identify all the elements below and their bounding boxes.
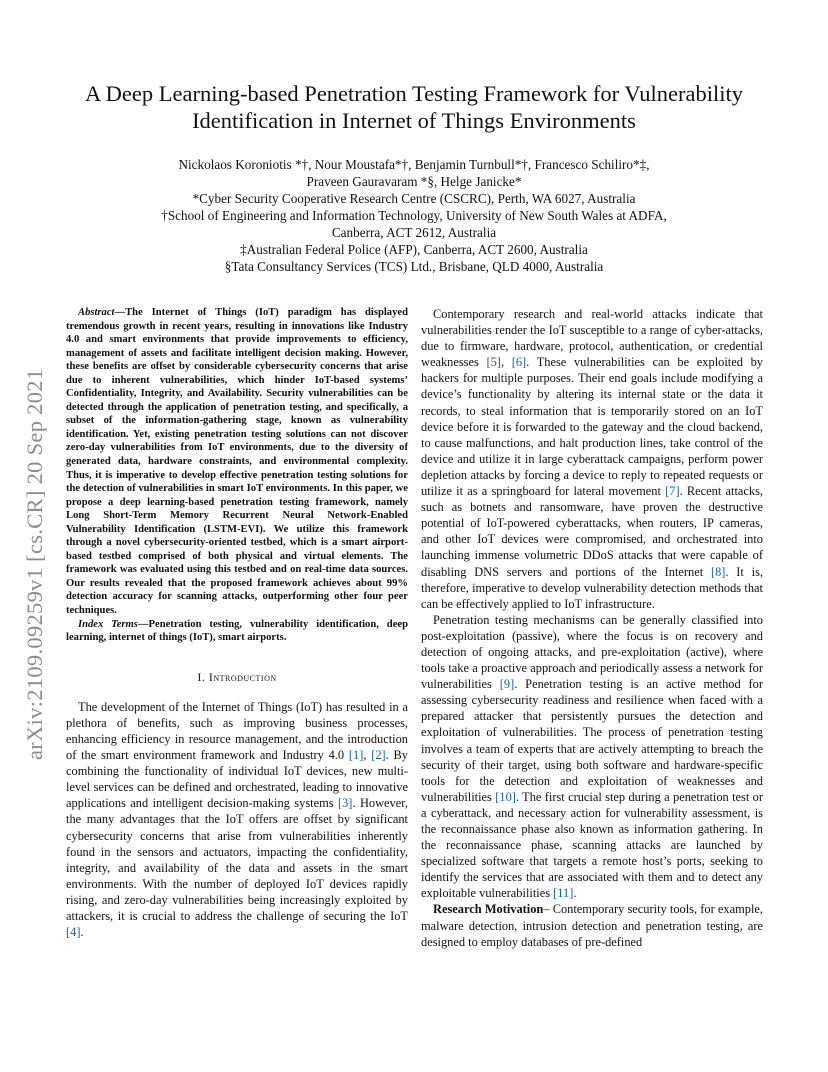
text-run: ,	[363, 748, 372, 763]
abstract-label: Abstract	[78, 307, 115, 318]
text-run: . However, the many advantages that the IoT offers are offset by significant cybersecurity concerns that arise from vulnerabilities inherently found in the sensors and actuators, impacting the confidentiality, integrity, and availability of the data and assets in the smart environments. With the number of deployed IoT devices rapidly rising, and zero-day vulnerabilities being increasingly exploited by attackers, it is crucial to address the challenge of securing the IoT	[66, 796, 408, 923]
body-paragraph	[421, 901, 763, 949]
author-line: Praveen Gauravaram *§, Helge Janicke*	[306, 174, 522, 189]
text-run: – Contemporary security tools, for example, malware detection, intrusion detection and penetration testing, are designed to employ databases of pre-defined	[421, 902, 763, 949]
author-line: Nickolaos Koroniotis *†, Nour Moustafa*†, Benjamin Turnbull*†, Francesco Schiliro*‡,	[178, 157, 650, 172]
affiliation-line: ‡Australian Federal Police (AFP), Canberra, ACT 2600, Australia	[240, 242, 588, 257]
author-block	[60, 156, 768, 275]
affiliation-line: Canberra, ACT 2612, Australia	[331, 225, 497, 240]
citation-link[interactable]: [10]	[495, 789, 516, 804]
right-column	[421, 306, 763, 950]
text-run: ,	[500, 355, 512, 370]
citation-link[interactable]: [2]	[371, 748, 386, 763]
section-heading-introduction: I. Introduction	[197, 669, 277, 684]
abstract	[66, 306, 408, 618]
text-run: . These vulnerabilities can be exploited by hackers for multiple purposes. Their end goals include modifying a device’s functionality by altering its internal state or the data it records, to steal information that is temporarily stored on an IoT device before it is forwarded to the gateway and the cloud backend, to cause malfunctions, and halt production lines, take control of the device and utilize it in large cyberattack campaigns, perform power depletion attacks by forcing a device to reply to repeated requests or utilize it as a springboard for lateral movement	[421, 355, 763, 499]
text-run: . Penetration testing is an active method for assessing cybersecurity readiness and resilience when faced with a prepared attacker that persistently pursues the detection and exploitation of vulnerabilities. The process of penetration testing involves a team of experts that are actively attempting to breach the security of their target, using both software and hardware-specific tools for the detection and exploitation of weaknesses and vulnerabilities	[421, 677, 764, 804]
text-run: . The first crucial step during a penetration test or a cyberattack, and necessary action for vulnerability assessment, is the reconnaissance phase also known as information gathering. In the reconnaissance phase, scanning attacks are launched by specialized software that targets a remote host’s ports, seeking to identify the services that are associated with them and to detect any exploitable vulnerabilities	[421, 789, 763, 901]
text-run: Contemporary research and real-world attacks indicate that vulnerabilities render the IoT susceptible to a range of cyber-attacks, due to firmware, hardware, protocol, authentication, or credential weaknesses	[421, 307, 763, 370]
citation-link[interactable]: [6]	[511, 355, 527, 370]
left-column	[66, 306, 408, 940]
citation-link[interactable]: [3]	[337, 796, 353, 811]
text-run: Penetration testing mechanisms can be generally classified into post-exploitation (passive), where the focus is on recovery and detection of ongoing attacks, and pre-exploitation (active), where tools take a proactive approach and periodically assess a network for vulnerabilities	[421, 612, 763, 692]
research-motivation-label: Research Motivation	[433, 902, 544, 917]
citation-link[interactable]: [9]	[499, 677, 515, 692]
citation-link[interactable]: [1]	[348, 748, 364, 763]
text-run: The development of the Internet of Things (IoT) has resulted in a plethora of benefits, such as improving business processes, enhancing efficiency in resource management, and the introduction of the smart environment framework and Industry 4.0	[66, 699, 408, 763]
citation-link[interactable]: [7]	[665, 484, 680, 499]
body-paragraph	[421, 612, 763, 902]
citation-link[interactable]: [4]	[66, 925, 81, 940]
text-run: . It is, therefore, imperative to develop vulnerability detection methods that can be effectively applied to IoT infrastructure.	[421, 564, 763, 611]
affiliation-line: §Tata Consultancy Services (TCS) Ltd., Brisbane, QLD 4000, Australia	[224, 259, 604, 274]
index-terms-text: —Penetration testing, vulnerability identification, deep learning, internet of things (IoT), smart airports.	[66, 618, 408, 644]
citation-link[interactable]: [5]	[486, 355, 501, 370]
citation-link[interactable]: [8]	[710, 564, 726, 579]
affiliation-line: †School of Engineering and Information Technology, University of New South Wales at ADFA,	[161, 208, 667, 223]
text-run: .	[80, 925, 84, 940]
citation-link[interactable]: [11]	[553, 886, 574, 901]
text-run: . Recent attacks, such as botnets and ransomware, have proven the destructive potential of IoT-powered cyberattacks, when routers, IP cameras, and other IoT devices were compromised, and orchestrated into launching immense volumetric DDoS attacks that were capable of disabling DNS servers and portions of the Internet	[421, 484, 764, 579]
abstract-text: —The Internet of Things (IoT) paradigm has displayed tremendous growth in recent years, resulting in innovations like Industry 4.0 and smart environments that provide improvements to efficiency, management of assets and facilitate intelligent decision making. However, these benefits are offset by considerable cybersecurity concerns that arise due to inherent vulnerabilities, which hinder IoT-based systems’ Confidentiality, Integrity, and Availability. Security vulnerabilities can be detected through the application of penetration testing, and specifically, a subset of the information-gathering stage, known as vulnerability identification. Yet, existing penetration testing solutions can not discover zero-day vulnerabilities from IoT environments, due to the diversity of generated data, hardware constraints, and environmental complexity. Thus, it is imperative to develop effective penetration testing solutions for the detection of vulnerabilities in smart IoT environments. In this paper, we propose a deep learning-based penetration testing framework, namely Long Short-Term Memory Recurrent Neural Network-Enabled Vulnerability Identification (LSTM-EVI). We utilize this framework through a novel cybersecurity-oriented testbed, which is a smart airport-based testbed comprised of both physical and virtual elements. The framework was evaluated using this testbed and on real-time data sources. Our results revealed that the proposed framework achieves about 99% detection accuracy for scanning attacks, outperforming other four peer techniques.	[66, 307, 408, 617]
text-run: .	[573, 886, 577, 901]
paper-title: A Deep Learning-based Penetration Testing Framework for Vulnerability Identification in Internet of Things Environments	[85, 81, 743, 133]
arxiv-identifier: arXiv:2109.09259v1 [cs.CR] 20 Sep 2021	[22, 368, 47, 760]
index-terms	[66, 618, 408, 645]
text-run: . By combining the functionality of individual IoT devices, new multi-level services can be defined and orchestrated, leading to innovative applications and intelligent decision-making systems	[66, 748, 408, 811]
index-terms-label: Index Terms	[78, 618, 138, 630]
intro-paragraph	[66, 699, 408, 940]
body-paragraph	[421, 306, 763, 612]
affiliation-line: *Cyber Security Cooperative Research Centre (CSCRC), Perth, WA 6027, Australia	[192, 191, 636, 206]
